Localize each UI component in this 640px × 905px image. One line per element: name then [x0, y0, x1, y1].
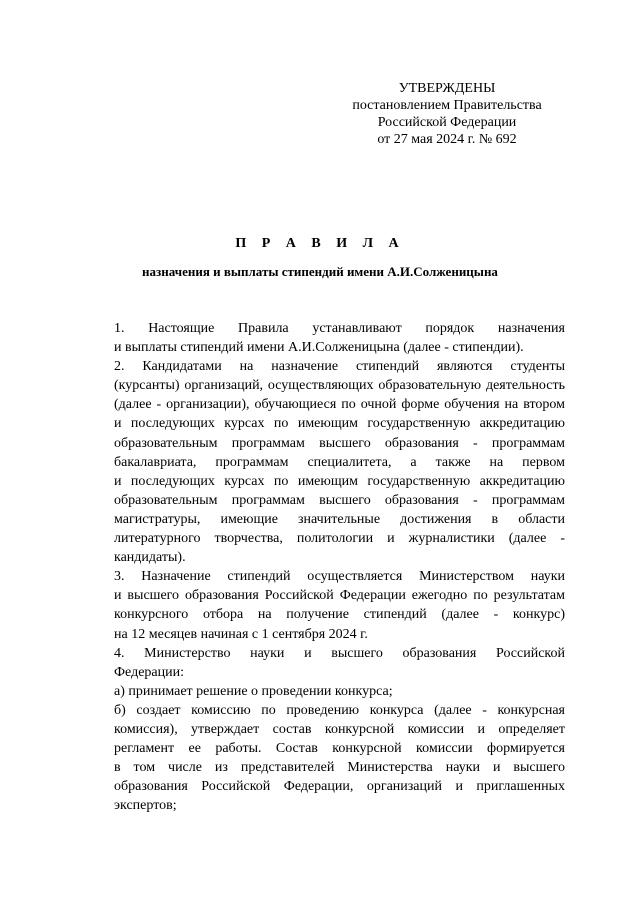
- text-line: конкурсного отбора на получение стипендий (далее - конкурс): [114, 607, 565, 623]
- text-line: и выплаты стипендий имени А.И.Солженицына (далее - стипендии).: [114, 340, 524, 356]
- text-line: 2. Кандидатами на назначение стипендий являются студенты: [114, 359, 565, 375]
- text-line: а) принимает решение о проведении конкурса;: [114, 683, 393, 699]
- text-line: литературного творчества, политологии и журналистики (далее -: [114, 531, 565, 547]
- text-line: кандидаты).: [114, 550, 186, 566]
- approval-date-line: от 27 мая 2024 г. № 692: [377, 132, 517, 147]
- text-line: экспертов;: [114, 798, 177, 814]
- text-line: на 12 месяцев начиная с 1 сентября 2024 г.: [114, 626, 368, 642]
- text-line: (далее - организации), обучающиеся по очной форме обучения на втором: [114, 397, 565, 413]
- paragraph-4: [74, 644, 565, 682]
- subitem-b: [74, 701, 565, 816]
- approval-line: Российской Федерации: [377, 115, 517, 130]
- text-line: образовательным программам высшего образования - программам: [114, 492, 565, 508]
- text-line: образовательным программам высшего образования - программам: [114, 435, 565, 451]
- text-line: и высшего образования Российской Федерации ежегодно по результатам: [114, 588, 565, 604]
- text-line: Федерации:: [114, 664, 185, 680]
- text-line: в том числе из представителей Министерства науки и высшего: [114, 760, 565, 776]
- text-line: 1. Настоящие Правила устанавливают порядок назначения: [114, 321, 565, 336]
- document-subtitle: назначения и выплаты стипендий имени А.И.Солженицына: [142, 264, 498, 279]
- text-line: и последующих курсах по имеющим государственную аккредитацию: [114, 416, 565, 432]
- paragraph-1: [74, 319, 565, 357]
- approval-heading: УТВЕРЖДЕНЫ: [398, 81, 496, 96]
- text-line: образования Российской Федерации, организаций и приглашенных: [114, 779, 565, 795]
- text-line: комиссия), утверждает состав конкурсной комиссии и определяет: [114, 721, 565, 737]
- document-title: П Р А В И Л А: [235, 236, 405, 251]
- text-line: регламент ее работы. Состав конкурсной комиссии формируется: [114, 741, 565, 757]
- text-line: магистратуры, имеющие значительные достижения в области: [114, 511, 565, 527]
- approval-line: постановлением Правительства: [352, 98, 542, 113]
- text-line: и последующих курсах по имеющим государственную аккредитацию: [114, 473, 565, 489]
- text-line: б) создает комиссию по проведению конкурса (далее - конкурсная: [114, 702, 565, 718]
- text-line: 4. Министерство науки и высшего образования Российской: [114, 645, 565, 661]
- approval-block: [330, 80, 564, 148]
- document-body: [74, 319, 565, 815]
- text-line: 3. Назначение стипендий осуществляется Министерством науки: [114, 569, 565, 585]
- subitem-a: [74, 682, 565, 701]
- text-line: (курсанты) организаций, осуществляющих образовательную деятельность: [114, 378, 565, 394]
- paragraph-3: [74, 567, 565, 643]
- paragraph-2: [74, 357, 565, 567]
- text-line: бакалавриата, программам специалитета, а также на первом: [114, 454, 565, 470]
